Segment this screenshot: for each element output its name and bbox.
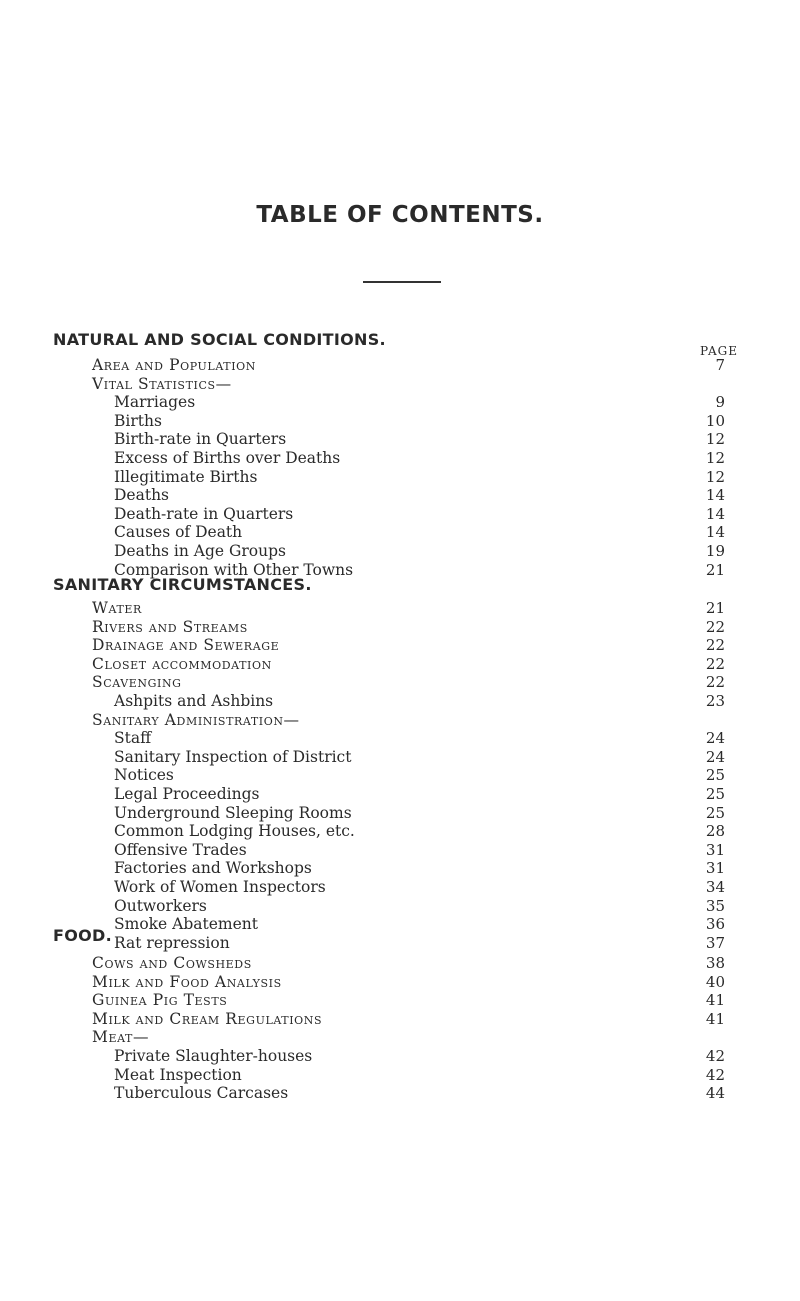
toc-entry-label: Work of Women Inspectors [114, 877, 326, 896]
toc-entry [0, 991, 800, 1010]
toc-entry [0, 542, 800, 561]
page-title: TABLE OF CONTENTS. [256, 202, 544, 228]
toc-entry-page: 24 [705, 729, 725, 748]
toc-entry [0, 449, 800, 468]
toc-entry [0, 636, 800, 655]
toc-entry-page: 21 [705, 599, 725, 617]
toc-entry-label: Milk and Food Analysis [92, 972, 282, 991]
toc-entry [0, 973, 800, 992]
toc-entry [0, 486, 800, 505]
toc-entry-label: Ashpits and Ashbins [114, 691, 274, 710]
toc-entry-page: 42 [705, 1046, 725, 1065]
toc-entry-label: Rat repression [114, 933, 230, 952]
toc-entry-page: 41 [705, 1009, 725, 1028]
toc-entry [0, 915, 800, 934]
toc-entry [0, 934, 800, 953]
toc-entry-label: Milk and Cream Regulations [92, 1009, 323, 1028]
toc-entry-page: 28 [705, 822, 725, 841]
toc-entry [0, 468, 800, 487]
toc-entry-page: 36 [705, 915, 725, 934]
toc-entry-page: 42 [705, 1065, 725, 1084]
toc-entry-label: Births [114, 411, 162, 430]
toc-entry-label: Water [92, 599, 142, 617]
toc-entry [0, 729, 800, 748]
toc-entry [0, 673, 800, 692]
toc-entry-page: 22 [705, 617, 725, 636]
toc-entry-page: 10 [705, 411, 725, 430]
toc-entry-label: Meat Inspection [114, 1065, 242, 1084]
toc-entry-label: Illegitimate Births [114, 467, 258, 486]
toc-list [0, 599, 800, 952]
toc-entry-label: Death-rate in Quarters [114, 504, 294, 523]
toc-entry-label: Offensive Trades [114, 840, 247, 859]
toc-entry [0, 897, 800, 916]
page-column-label: PAGE [700, 344, 738, 358]
toc-entry [0, 412, 800, 431]
toc-entry-page: 12 [705, 430, 725, 449]
toc-entry [0, 1028, 800, 1047]
toc-entry-label: Smoke Abatement [114, 915, 258, 934]
toc-entry [0, 766, 800, 785]
toc-entry-label: Outworkers [114, 896, 207, 915]
toc-entry-label: Comparison with Other Towns [114, 560, 354, 579]
toc-entry [0, 822, 800, 841]
toc-entry-page: 25 [705, 803, 725, 822]
toc-entry-label: Tuberculous Carcases [114, 1084, 289, 1103]
toc-entry-page: 22 [705, 654, 725, 673]
toc-entry-label: Area and Population [92, 356, 256, 374]
section-heading: FOOD. [53, 926, 112, 945]
toc-entry-page: 25 [705, 784, 725, 803]
toc-entry-page: 23 [705, 691, 725, 710]
toc-entry-page: 12 [705, 448, 725, 467]
toc-entry [0, 655, 800, 674]
toc-entry-page: 22 [705, 673, 725, 692]
toc-entry-page: 34 [705, 877, 725, 896]
toc-entry [0, 618, 800, 637]
toc-entry [0, 1047, 800, 1066]
toc-entry [0, 430, 800, 449]
toc-entry [0, 954, 800, 973]
toc-entry-page: 37 [705, 933, 725, 952]
toc-entry-label: Rivers and Streams [92, 617, 248, 636]
toc-entry [0, 748, 800, 767]
toc-entry-label: Excess of Births over Deaths [114, 448, 341, 467]
toc-entry-page: 38 [705, 954, 725, 972]
section-heading: SANITARY CIRCUMSTANCES. [53, 575, 312, 594]
toc-entry-label: Guinea Pig Tests [92, 991, 228, 1010]
toc-entry [0, 599, 800, 618]
toc-entry-page: 21 [705, 560, 725, 579]
toc-entry-label: Factories and Workshops [114, 859, 312, 878]
toc-entry [0, 692, 800, 711]
toc-entry [0, 375, 800, 394]
toc-entry-label: Underground Sleeping Rooms [114, 803, 352, 822]
toc-entry-page: 44 [705, 1084, 725, 1103]
toc-entry-page: 25 [705, 766, 725, 785]
toc-entry-label: Notices [114, 766, 174, 785]
toc-list [0, 356, 800, 579]
toc-entry-label: Causes of Death [114, 523, 243, 542]
toc-entry-label: Deaths [114, 486, 170, 505]
toc-entry-page: 14 [705, 523, 725, 542]
toc-entry-label: Birth-rate in Quarters [114, 430, 287, 449]
toc-entry-label: Deaths in Age Groups [114, 541, 286, 560]
toc-entry [0, 859, 800, 878]
toc-entry-label: Scavenging [92, 673, 182, 692]
toc-entry-label: Meat— [92, 1028, 150, 1047]
toc-entry-page: 31 [705, 840, 725, 859]
toc-list [0, 954, 800, 1103]
toc-entry-page: 31 [705, 859, 725, 878]
toc-entry-page: 41 [705, 991, 725, 1010]
toc-entry-page: 14 [705, 486, 725, 505]
toc-entry-label: Private Slaughter-houses [114, 1046, 313, 1065]
toc-entry [0, 711, 800, 730]
toc-entry [0, 356, 800, 375]
toc-entry-label: Legal Proceedings [114, 784, 260, 803]
toc-entry-page: 14 [705, 504, 725, 523]
toc-entry [0, 1010, 800, 1029]
toc-entry-label: Drainage and Sewerage [92, 636, 280, 655]
toc-entry [0, 841, 800, 860]
toc-entry [0, 1084, 800, 1103]
toc-entry [0, 523, 800, 542]
section-heading: NATURAL AND SOCIAL CONDITIONS. [53, 330, 386, 349]
toc-entry [0, 505, 800, 524]
toc-entry-page: 24 [705, 747, 725, 766]
toc-entry-label: Cows and Cowsheds [92, 954, 252, 972]
toc-entry-label: Sanitary Administration— [92, 710, 300, 729]
toc-entry-page: 19 [705, 541, 725, 560]
toc-entry-label: Vital Statistics— [92, 374, 232, 393]
toc-entry-page: 9 [715, 393, 725, 412]
title-divider [363, 281, 441, 283]
toc-entry [0, 785, 800, 804]
toc-entry-label: Sanitary Inspection of District [114, 747, 352, 766]
toc-entry-page: 12 [705, 467, 725, 486]
toc-entry [0, 878, 800, 897]
toc-entry-page: 40 [705, 972, 725, 991]
toc-entry-label: Common Lodging Houses, etc. [114, 822, 355, 841]
toc-entry-label: Marriages [114, 393, 196, 412]
toc-entry [0, 804, 800, 823]
toc-entry [0, 1066, 800, 1085]
toc-entry-page: 7 [715, 356, 725, 374]
toc-entry-label: Staff [114, 729, 152, 748]
toc-entry-label: Closet accommodation [92, 654, 272, 673]
toc-entry [0, 393, 800, 412]
toc-entry-page: 35 [705, 896, 725, 915]
toc-entry-page: 22 [705, 636, 725, 655]
